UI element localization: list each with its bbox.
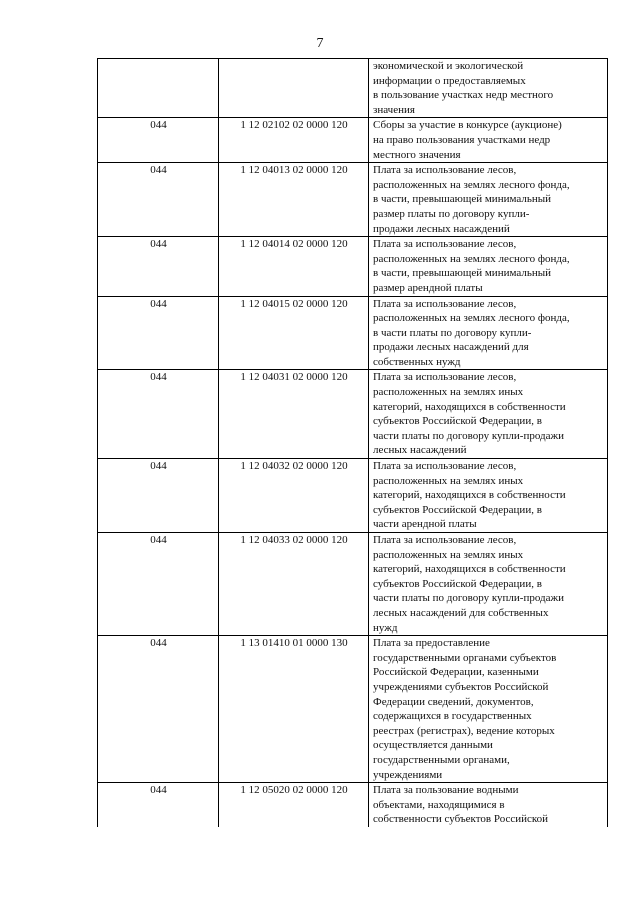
budget-code-cell: 1 12 04015 02 0000 120 [219, 296, 369, 370]
admin-code-cell: 044 [98, 783, 219, 827]
table-row [98, 533, 608, 636]
revenue-name-cell [369, 163, 608, 237]
revenue-name-cell [369, 296, 608, 370]
revenue-name-line: в части, превышающей минимальный [373, 267, 552, 280]
revenue-name-line: Плата за использование лесов, [373, 371, 517, 384]
revenue-name-line: лесных насаждений для собственных [373, 606, 549, 619]
admin-code-cell: 044 [98, 163, 219, 237]
table-row [98, 296, 608, 370]
revenue-name-line: расположенных на землях лесного фонда, [373, 178, 570, 191]
revenue-name-line: продажи лесных насаждений [373, 222, 510, 235]
budget-code-cell: 1 12 04033 02 0000 120 [219, 533, 369, 636]
admin-code-cell [98, 59, 219, 118]
revenue-name-line: расположенных на землях лесного фонда, [373, 252, 570, 265]
budget-code-cell: 1 12 04014 02 0000 120 [219, 237, 369, 296]
table-body [98, 59, 608, 827]
table-row [98, 459, 608, 533]
budget-code-cell [219, 59, 369, 118]
revenue-name-line: субъектов Российской Федерации, в [373, 577, 542, 590]
revenue-name-line: части платы по договору купли-продажи [373, 592, 565, 605]
table-row [98, 370, 608, 459]
table-row [98, 118, 608, 163]
admin-code-cell: 044 [98, 370, 219, 459]
revenue-name-line: части арендной платы [373, 518, 477, 531]
revenue-name-cell [369, 636, 608, 783]
revenue-name-line: осуществляется данными [373, 739, 493, 752]
table-row [98, 636, 608, 783]
revenue-name-line: продажи лесных насаждений для [373, 341, 529, 354]
revenue-name-line: местного значения [373, 148, 461, 161]
budget-code-cell: 1 12 04031 02 0000 120 [219, 370, 369, 459]
revenue-name-line: государственными органами субъектов [373, 651, 557, 664]
revenue-name-line: размер арендной платы [373, 281, 483, 294]
revenue-name-line: Российской Федерации, казенными [373, 666, 539, 679]
page-number: 7 [316, 36, 324, 51]
revenue-name-line: нужд [373, 621, 398, 634]
table-row [98, 163, 608, 237]
revenue-name-line: субъектов Российской Федерации, в [373, 415, 542, 428]
revenue-name-line: Плата за использование лесов, [373, 460, 517, 473]
revenue-name-cell [369, 237, 608, 296]
budget-code-cell: 1 12 02102 02 0000 120 [219, 118, 369, 163]
revenue-name-line: в части, превышающей минимальный [373, 193, 552, 206]
table-row [98, 783, 608, 827]
admin-code-cell: 044 [98, 636, 219, 783]
revenue-name-line: Плата за использование лесов, [373, 164, 517, 177]
revenue-name-line: категорий, находящихся в собственности [373, 489, 566, 502]
revenue-name-line: Сборы за участие в конкурсе (аукционе) [373, 119, 562, 132]
budget-code-cell: 1 12 05020 02 0000 120 [219, 783, 369, 827]
revenue-name-line: экономической и экологической [373, 60, 524, 72]
revenue-name-cell [369, 459, 608, 533]
admin-code-cell: 044 [98, 459, 219, 533]
revenue-name-line: расположенных на землях иных [373, 386, 524, 399]
revenue-name-line: категорий, находящихся в собственности [373, 563, 566, 576]
revenue-name-line: расположенных на землях иных [373, 548, 524, 561]
revenue-name-line: значения [373, 103, 415, 116]
admin-code-cell: 044 [98, 118, 219, 163]
budget-code-cell: 1 12 04032 02 0000 120 [219, 459, 369, 533]
revenue-name-cell [369, 370, 608, 459]
revenue-name-line: учреждениями [373, 768, 443, 781]
revenue-name-line: государственными органами, [373, 753, 510, 766]
revenue-name-line: информации о предоставляемых [373, 74, 526, 87]
revenue-name-line: Плата за использование лесов, [373, 534, 517, 546]
admin-code-cell: 044 [98, 237, 219, 296]
admin-code-cell: 044 [98, 533, 219, 636]
revenue-name-line: расположенных на землях иных [373, 474, 524, 487]
revenue-name-line: Плата за предоставление [373, 637, 490, 650]
revenue-name-line: содержащихся в государственных [373, 710, 532, 723]
revenue-name-line: собственности субъектов Российской [373, 813, 549, 826]
revenue-name-line: Федерации сведений, документов, [373, 695, 534, 708]
revenue-name-line: размер платы по договору купли- [373, 207, 530, 220]
revenue-name-line: на право пользования участками недр [373, 133, 551, 146]
revenue-name-line: в пользование участках недр местного [373, 89, 554, 102]
revenue-name-cell [369, 59, 608, 118]
table-row [98, 59, 608, 118]
budget-code-cell: 1 13 01410 01 0000 130 [219, 636, 369, 783]
revenue-name-line: Плата за использование лесов, [373, 238, 517, 251]
revenue-name-line: объектами, находящимися в [373, 798, 505, 811]
revenue-name-cell [369, 118, 608, 163]
revenue-name-line: в части платы по договору купли- [373, 326, 532, 339]
budget-code-cell: 1 12 04013 02 0000 120 [219, 163, 369, 237]
revenue-name-cell [369, 533, 608, 636]
revenue-name-line: расположенных на землях лесного фонда, [373, 312, 570, 325]
revenue-name-line: категорий, находящихся в собственности [373, 400, 566, 413]
revenue-name-cell [369, 783, 608, 827]
revenue-name-line: Плата за использование лесов, [373, 297, 517, 310]
revenue-name-line: Плата за пользование водными [373, 784, 519, 797]
table-row [98, 237, 608, 296]
revenue-name-line: лесных насаждений [373, 444, 467, 457]
revenue-name-line: реестрах (регистрах), ведение которых [373, 724, 555, 737]
revenue-name-line: учреждениями субъектов Российской [373, 680, 549, 693]
revenue-name-line: собственных нужд [373, 355, 461, 368]
revenue-codes-table [97, 58, 608, 827]
revenue-name-line: субъектов Российской Федерации, в [373, 503, 542, 516]
revenue-name-line: части платы по договору купли-продажи [373, 429, 565, 442]
admin-code-cell: 044 [98, 296, 219, 370]
